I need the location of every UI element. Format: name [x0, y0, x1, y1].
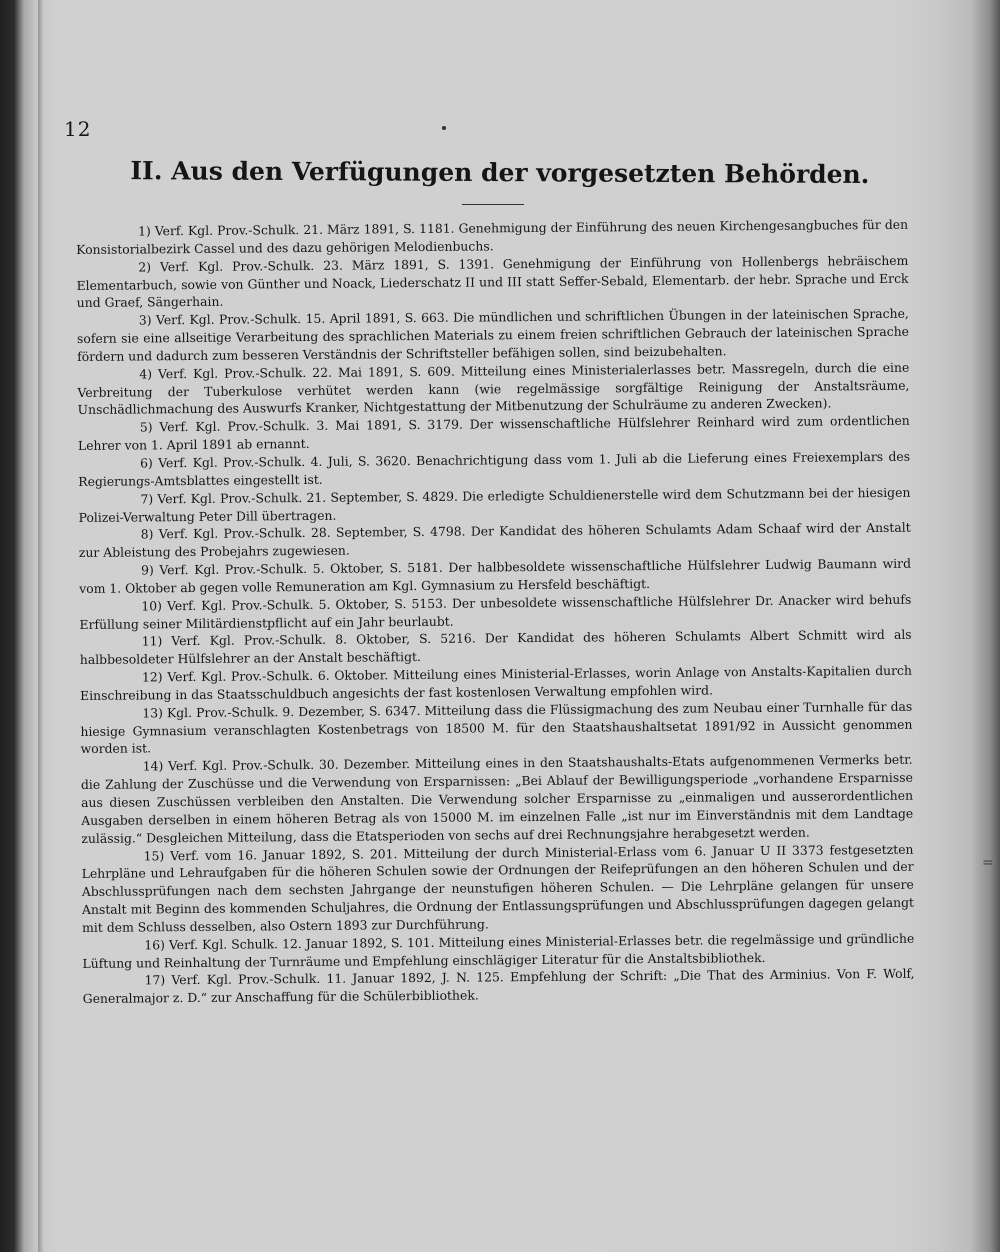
ordinance-entry-15: 15) Verf. vom 16. Januar 1892, S. 201. Mitteilung der durch Ministerial-Erlass vom 6. Januar U II 3373 festgesetzten Lehrpläne und Lehraufgaben für die höheren Schulen sowie der Ordnungen der Reifeprüfungen an den höheren Schulen und der Abschlussprüfungen nach dem sechsten Jahrgange der neunstufigen höheren Schulen. — Die Lehrpläne gelangen für unsere Anstalt mit Beginn des kommenden Schuljahres, die Ordnung der Entlassungsprüfungen und Abschlussprüfungen dagegen gelangt mit dem Schluss desselben, also Ostern 1893 zur Durchführung.: [81, 841, 915, 935]
ordinance-entry-5: 5) Verf. Kgl. Prov.-Schulk. 3. Mai 1891, S. 3179. Der wissenschaftliche Hülfslehrer Reinhard wird zum ordentlichen Lehrer von 1. April 1891 ab ernannt.: [77, 413, 910, 454]
ordinance-entry-17: 17) Verf. Kgl. Prov.-Schulk. 11. Januar 1892, J. N. 125. Empfehlung der Schrift: „Die That des Arminius. Von F. Wolf, Generalmajor z. D.“ zur Anschaffung für die Schülerbibliothek.: [82, 966, 915, 1007]
ordinance-entry-6: 6) Verf. Kgl. Prov.-Schulk. 4. Juli, S. 3620. Benachrichtigung dass vom 1. Juli ab die Lieferung eines Freiexemplars des Regierungs-Amtsblattes eingestellt ist.: [78, 448, 911, 489]
page-number: 12: [64, 117, 92, 141]
ordinance-entry-7: 7) Verf. Kgl. Prov.-Schulk. 21. September, S. 4829. Die erledigte Schuldienerstelle wird dem Schutzmann bei der hiesigen Polizei-Verwaltung Peter Dill übertragen.: [78, 484, 911, 525]
ordinance-entry-3: 3) Verf. Kgl. Prov.-Schulk. 15. April 1891, S. 663. Die mündlichen und schriftlichen Übungen in der lateinischen Sprache, sofern sie eine allseitige Verarbeitung des sprachlichen Materials zu einem freien schriftlichen Gebrauch der lateinischen Sprache fördern und dadurch zum besseren Verständnis der Schriftsteller befähigen sollen, sind beizubehalten.: [76, 305, 910, 364]
ordinance-entry-16: 16) Verf. Kgl. Schulk. 12. Januar 1892, S. 101. Mitteilung eines Ministerial-Erlasses betr. die regelmässige und gründliche Lüftung und Reinhaltung der Turnräume und Empfehlung einschlägiger Literatur für die Anstaltsbibliothek.: [82, 930, 915, 971]
heading-rule: [462, 204, 524, 205]
ordinance-entry-1: 1) Verf. Kgl. Prov.-Schulk. 21. März 1891, S. 1181. Genehmigung der Einführung des neuen Kirchengesangbuches für den Konsistorialbezirk Cassel und des dazu gehörigen Melodienbuchs.: [76, 216, 909, 257]
ordinance-entry-2: 2) Verf. Kgl. Prov.-Schulk. 23. März 1891, S. 1391. Genehmigung der Einführung von Hollenbergs hebräischem Elementarbuch, sowie von Günther und Noack, Liederschatz II und III statt Seffer-Sebald, Elementarb. der hebr. Sprache und Erck und Graef, Sängerhain.: [76, 252, 909, 311]
ordinance-entry-12: 12) Verf. Kgl. Prov.-Schulk. 6. Oktober. Mitteilung eines Ministerial-Erlasses, worin Anlage von Anstalts-Kapitalien durch Einschreibung in das Staatsschuldbuch angesichts der fast kostenlosen Verwaltung empfohlen wird.: [80, 662, 913, 703]
ordinance-entry-14: 14) Verf. Kgl. Prov.-Schulk. 30. Dezember. Mitteilung eines in den Staatshaushalts-Etats aufgenommenen Vermerks betr. die Zahlung der Zuschüsse und die Verwendung von Ersparnissen: „Bei Ablauf der Bewilligungsperiode „vorhandene Ersparnisse aus diesen Zuschüssen verbleiben den Anstalten. Die Verwendung solcher Ersparnisse zu „einmaligen und ausserordentlichen Ausgaben derselben in einem höheren Betrag als von 15000 M. im einzelnen Falle „ist nur im Einverständnis mit dem Landtage zulässig.“ Desgleichen Mitteilung, dass die Etatsperioden von sechs auf drei Rechnungsjahre herabgesetzt werden.: [80, 752, 914, 846]
ordinance-list: [76, 216, 915, 1008]
ink-speck: [442, 126, 446, 130]
ordinance-entry-8: 8) Verf. Kgl. Prov.-Schulk. 28. September, S. 4798. Der Kandidat des höheren Schulamts Adam Schaaf wird der Anstalt zur Ableistung des Probejahrs zugewiesen.: [78, 520, 911, 561]
margin-mark: =: [982, 855, 994, 871]
ordinance-entry-13: 13) Kgl. Prov.-Schulk. 9. Dezember, S. 6347. Mitteilung dass die Flüssigmachung des zum Neubau einer Turnhalle für das hiesige Gymnasium veranschlagten Kostenbetrags von 18500 M. für den Staatshaushaltsetat 1891/92 in Aussicht genommen worden ist.: [80, 698, 913, 757]
section-heading: II. Aus den Verfügungen der vorgesetzten Behörden.: [130, 156, 870, 190]
ordinance-entry-10: 10) Verf. Kgl. Prov.-Schulk. 5. Oktober, S. 5153. Der unbesoldete wissenschaftliche Hülfslehrer Dr. Anacker wird behufs Erfüllung seiner Militärdienstpflicht auf ein Jahr beurlaubt.: [79, 591, 912, 632]
ordinance-entry-4: 4) Verf. Kgl. Prov.-Schulk. 22. Mai 1891, S. 609. Mitteilung eines Ministerialerlasses betr. Massregeln, durch die eine Verbreitung der Tuberkulose verhütet werden kann (wie regelmässige sorgfältige Reinigung der Anstaltsräume, Unschädlichmachung des Auswurfs Kranker, Nichtgestattung der Mitbenutzung der Schulräume zu anderen Zwecken).: [77, 359, 910, 418]
page-fold-shadow: [38, 0, 44, 1252]
ordinance-entry-9: 9) Verf. Kgl. Prov.-Schulk. 5. Oktober, S. 5181. Der halbbesoldete wissenschaftliche Hülfslehrer Ludwig Baumann wird vom 1. Oktober ab gegen volle Remuneration am Kgl. Gymnasium zu Hersfeld beschäftigt.: [79, 555, 912, 596]
ordinance-entry-11: 11) Verf. Kgl. Prov.-Schulk. 8. Oktober, S. 5216. Der Kandidat des höheren Schulamts Albert Schmitt wird als halbbesoldeter Hülfslehrer an der Anstalt beschäftigt.: [79, 627, 912, 668]
